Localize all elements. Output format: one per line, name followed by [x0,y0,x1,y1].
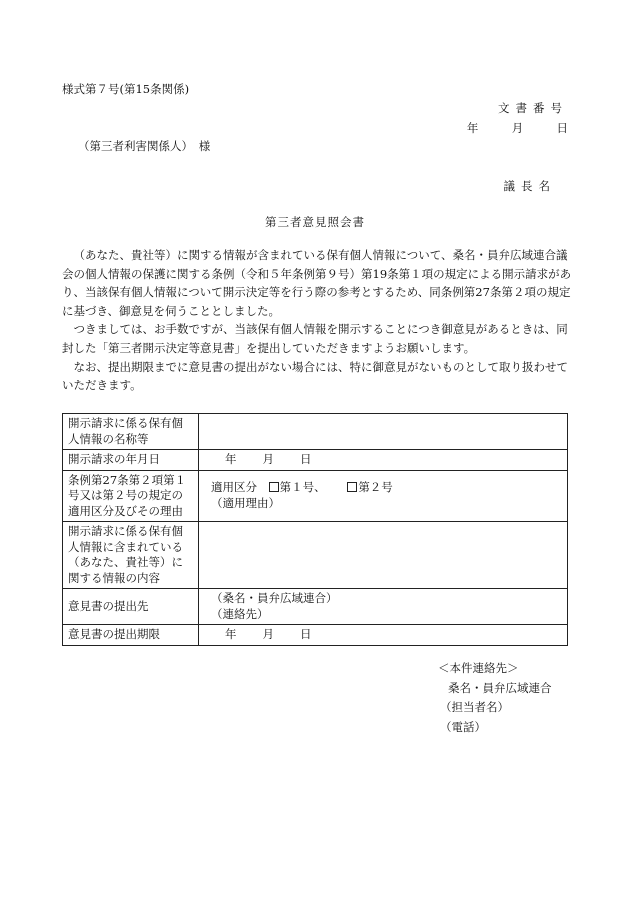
request-date-month: 月 [262,452,274,466]
row-label-info-content: 開示請求に係る保有個人情報に含まれている（あなた、貴社等）に関する情報の内容 [63,522,199,589]
deadline-month: 月 [262,627,274,641]
row-label-deadline: 意見書の提出期限 [63,625,199,646]
value-submit-to [199,589,568,625]
checkbox-item-1[interactable] [269,482,279,492]
issue-date [467,120,568,136]
submit-to-contact: （連絡先） [211,606,269,621]
value-info-name [199,414,568,450]
request-date-year: 年 [225,452,237,466]
reason-label: （適用理由） [211,495,280,510]
contact-org: 桑名・員弁広域連合 [448,680,552,695]
row-label-submit-to: 意見書の提出先 [63,589,199,625]
contact-heading: ＜本件連絡先＞ [438,661,519,675]
table-row [63,414,568,450]
contact-phone: （電話） [440,719,486,734]
kubun-label: 適用区分 [211,480,257,495]
body-paragraph-3: なお、提出期限までに意見書の提出がない場合には、特に御意見がないものとして取り扱わせていただきます。 [62,359,568,393]
contact-person: （担当者名） [440,700,509,714]
table-row [63,522,568,589]
request-date-day: 日 [300,452,312,466]
body-paragraph-2: つきましては、お手数ですが、当該保有個人情報を開示することにつき御意見があるときは、同封した「第三者開示決定等意見書」を提出していただきますようお願いします。 [62,322,568,355]
value-request-date [199,450,568,471]
value-deadline [199,625,568,646]
deadline-day: 日 [300,627,312,641]
applicability-options [211,480,562,496]
form-label: 様式第７号(第15条関係) [62,82,190,96]
document-number-label: 文書番号 [498,101,568,115]
body-paragraph-1: （あなた、貴社等）に関する情報が含まれている保有個人情報について、桑名・員弁広域連合議会の個人情報の保護に関する条例（令和５年条例第９号）第19条第１項の規定による開示請求があり、当該保有個人情報について開示決定等を行う際の参考とするため、同条例第27条第２項の規定に基づき、御意見を伺うこととしました。 [62,248,572,318]
value-info-content [199,522,568,589]
checkbox-item-2[interactable] [347,482,357,492]
table-row [63,470,568,522]
table-row [63,589,568,625]
row-label-applicability: 条例第27条第２項第１号又は第２号の規定の適用区分及びその理由 [63,470,199,522]
submit-to-org: （桑名・員弁広域連合） [211,591,338,605]
date-day: 日 [556,121,568,135]
date-month: 月 [511,121,524,135]
info-table [62,413,568,646]
recipient: （第三者利害関係人） 様 [78,139,211,153]
option-item-2-label: 第２号 [358,480,393,495]
document-title: 第三者意見照会書 [265,215,365,229]
value-applicability [199,470,568,522]
table-row [63,625,568,646]
deadline-year: 年 [225,627,237,641]
table-row [63,450,568,471]
contact-block [438,659,552,737]
row-label-info-name: 開示請求に係る保有個人情報の名称等 [63,414,199,450]
row-label-request-date: 開示請求の年月日 [63,450,199,471]
date-year: 年 [466,121,479,135]
chair-name-label: 議長名 [503,179,556,193]
option-item-1-label: 第１号、 [279,480,326,495]
body-text [62,246,572,395]
